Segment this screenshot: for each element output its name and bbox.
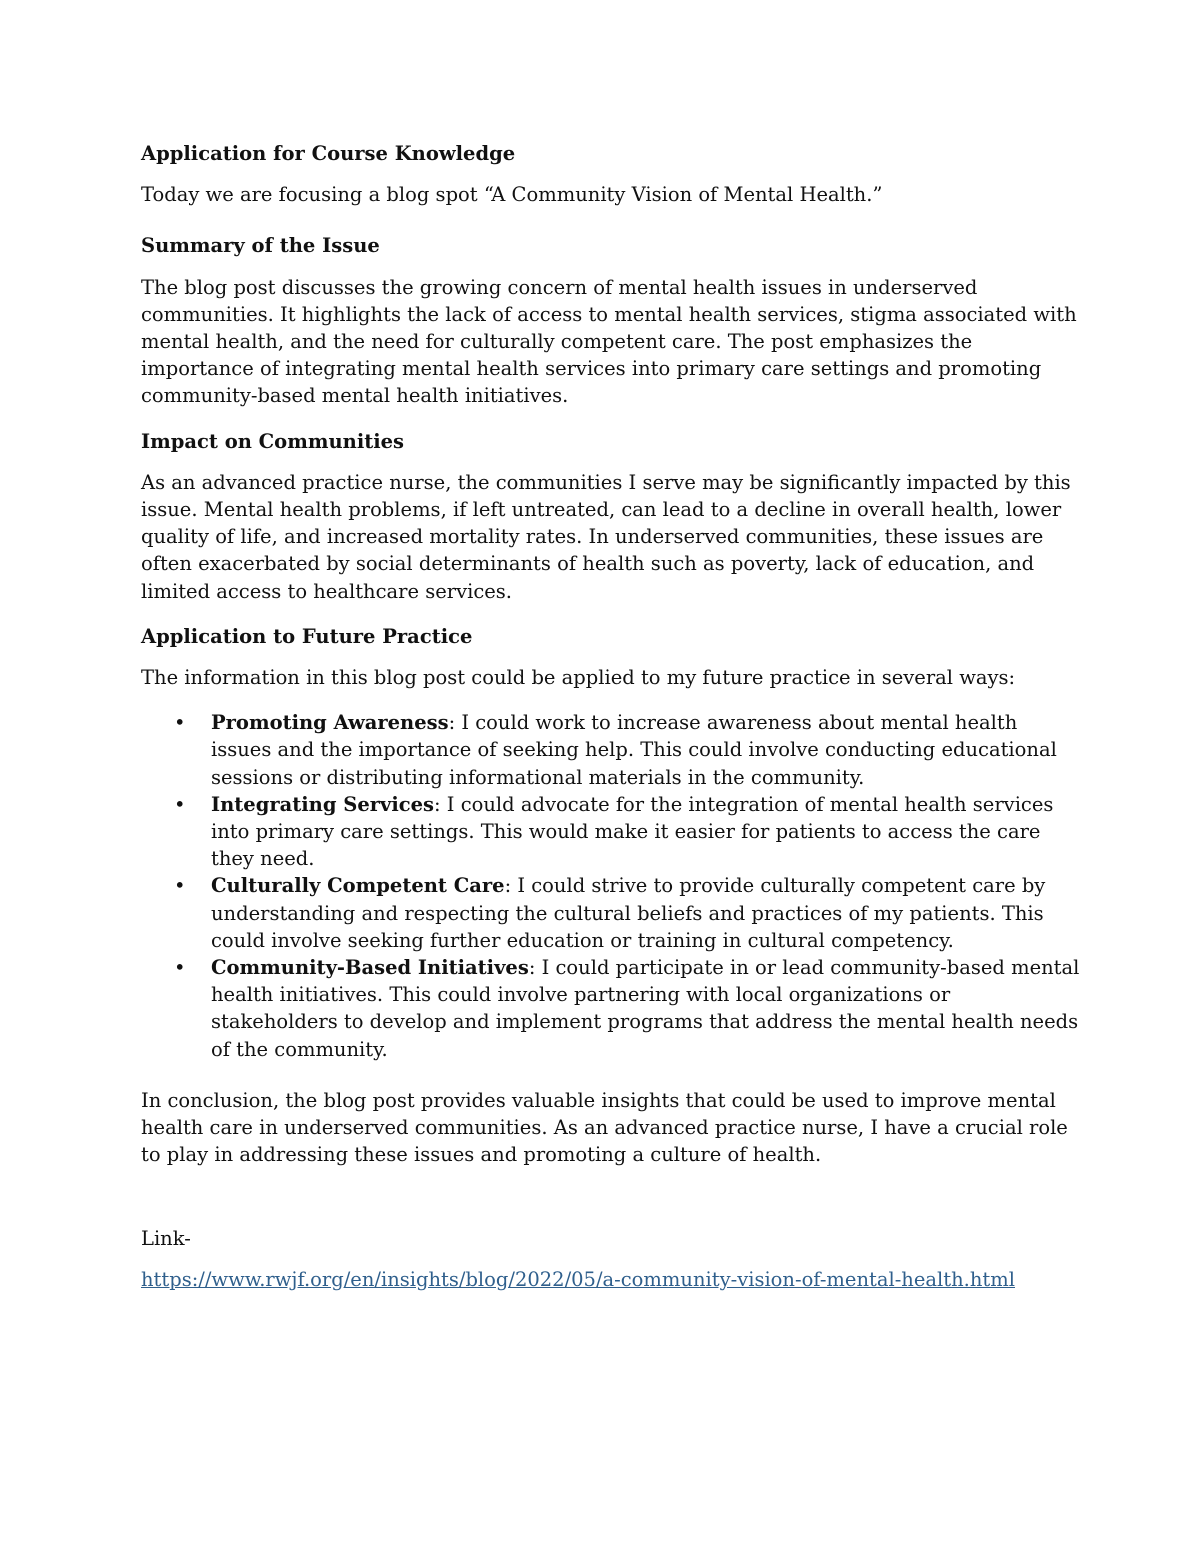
section-body-impact: As an advanced practice nurse, the communities I serve may be significantly impacted by this issue. Mental health problems, if left untreated, can lead to a decline in overall health, lower quality of life, and increased mortality rates. In underserved communities, these issues are often exacerbated by social determinants of health such as poverty, lack of education, and limited access to healthcare services. — [141, 470, 1071, 603]
bullet-icon: • — [174, 956, 186, 980]
section-heading-application: Application to Future Practice — [141, 624, 473, 648]
intro-paragraph: Today we are focusing a blog spot “A Community Vision of Mental Health.” — [141, 183, 883, 207]
bullet-icon: • — [174, 792, 186, 816]
section-body-summary: The blog post discusses the growing concern of mental health issues in underserved communities. It highlights the lack of access to mental health services, stigma associated with mental health, and the need for culturally competent care. The post emphasizes the importance of integrating mental health services into primary care settings and promoting community-based mental health initiatives. — [141, 275, 1077, 408]
source-link[interactable]: https://www.rwjf.org/en/insights/blog/2022/05/a-community-vision-of-mental-health.html — [141, 1267, 1015, 1291]
bullet-term: Culturally Competent Care — [211, 874, 505, 898]
bullet-term: Promoting Awareness — [211, 711, 449, 735]
bullet-term: Community-Based Initiatives — [211, 956, 529, 980]
section-body-application: The information in this blog post could be applied to my future practice in several ways: — [141, 666, 1016, 690]
bullet-text: : I could work to increase awareness about mental health issues and the importance of seeking help. This could involve conducting educational sessions or distributing informational materials in the community. — [211, 711, 1057, 789]
document-title: Application for Course Knowledge — [141, 142, 516, 165]
list-item — [141, 791, 1081, 873]
bullet-text: : I could advocate for the integration of mental health services into primary care settings. This would make it easier for patients to access the care they need. — [211, 792, 1054, 871]
conclusion-paragraph: In conclusion, the blog post provides valuable insights that could be used to improve mental health care in underserved communities. As an advanced practice nurse, I have a crucial role to play in addressing these issues and promoting a culture of health. — [141, 1088, 1068, 1167]
bullet-term: Integrating Services — [211, 792, 435, 816]
practice-bullet-list — [141, 709, 1081, 1063]
bullet-text: : I could participate in or lead community-based mental health initiatives. This could involve partnering with local organizations or stakeholders to develop and implement programs that address the mental health needs of the community. — [211, 956, 1080, 1061]
list-item — [141, 709, 1081, 791]
section-heading-summary: Summary of the Issue — [141, 234, 380, 258]
section-heading-impact: Impact on Communities — [141, 429, 405, 453]
list-item — [141, 954, 1081, 1063]
document-body — [141, 140, 1081, 1293]
bullet-icon: • — [174, 874, 186, 898]
bullet-text: : I could strive to provide culturally competent care by understanding and respecting the cultural beliefs and practices of my patients. This could involve seeking further education or training in cultural competency. — [211, 874, 1046, 952]
list-item — [141, 872, 1081, 954]
link-label: Link- — [141, 1226, 191, 1250]
bullet-icon: • — [174, 711, 186, 735]
